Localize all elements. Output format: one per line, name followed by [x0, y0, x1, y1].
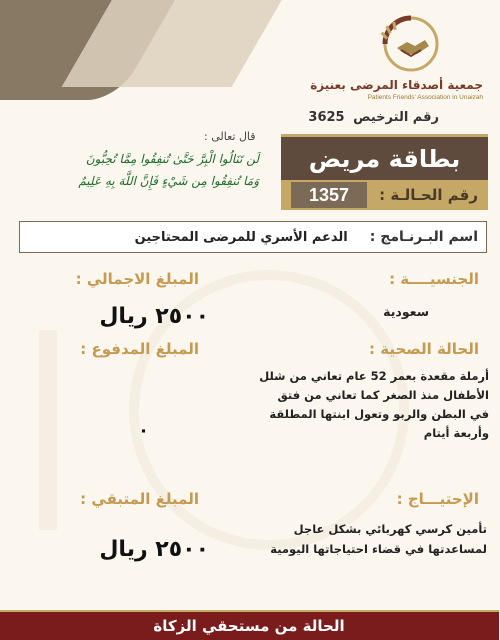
association-logo	[311, 12, 492, 102]
handshake-logo-icon	[372, 12, 452, 76]
total-amount-label: المبلغ الاجمالي :	[76, 270, 200, 288]
association-name-ar: جمعية أصدقاء المرضى بعنيزة	[311, 78, 484, 92]
need-line-1: تأمين كرسي كهربائي بشكل عاجل	[294, 522, 488, 536]
need-label: الإحتيـــاج :	[397, 490, 480, 508]
verse-line-2: وَمَا تُنفِقُوا مِن شَيْءٍ فَإِنَّ اللَّهَ بِهِ عَلِيمٌ	[79, 174, 260, 188]
health-label: الحالة الصحية :	[370, 340, 480, 358]
remaining-amount-value: ٢٥٠٠ ريال	[100, 537, 210, 562]
paid-amount-label: المبلغ المدفوع :	[81, 340, 200, 358]
case-number-value: 1357	[292, 182, 368, 208]
paid-amount-value: ٠	[139, 420, 150, 441]
license-number: 3625	[309, 110, 346, 125]
program-value: الدعم الأسري للمرضى المحتاجين	[135, 229, 349, 245]
health-line-2: الأطفال منذ الصغر كما تعاني من فتق	[278, 388, 490, 402]
health-line-4: وأربعة أيتام	[424, 426, 490, 440]
case-number-row	[282, 180, 489, 210]
quote-intro: قال تعالى :	[205, 130, 257, 143]
zakat-eligibility-footer: الحالة من مستحقي الزكاة	[0, 610, 500, 640]
need-line-2: لمساعدتها في قضاء احتياجاتها اليومية	[271, 542, 488, 556]
remaining-amount-label: المبلغ المتبقي :	[81, 490, 200, 508]
health-line-1: أرملة مقعدة بعمر 52 عام تعاني من شلل	[260, 369, 490, 383]
card-title: بطاقة مريض	[282, 134, 489, 181]
nationality-label: الجنسيــــة :	[390, 270, 480, 288]
program-box	[20, 221, 488, 253]
health-line-3: في البطن والربو وتعول ابنتها المطلقة	[270, 407, 490, 421]
verse-line-1: لَن تَنَالُوا الْبِرَّ حَتَّىٰ تُنفِقُوا مِمَّا تُحِبُّونَ	[86, 152, 260, 166]
total-amount-value: ٢٥٠٠ ريال	[100, 304, 210, 329]
license-line	[309, 110, 440, 125]
program-label: اسم البـرنـامج :	[370, 229, 479, 245]
nationality-value: سعودية	[384, 304, 430, 319]
license-label: رقم الترخيص	[354, 110, 440, 125]
association-name-en: Patients Friends' Association in Unaizah	[368, 94, 484, 101]
case-number-label: رقم الحـالـة :	[380, 186, 479, 204]
